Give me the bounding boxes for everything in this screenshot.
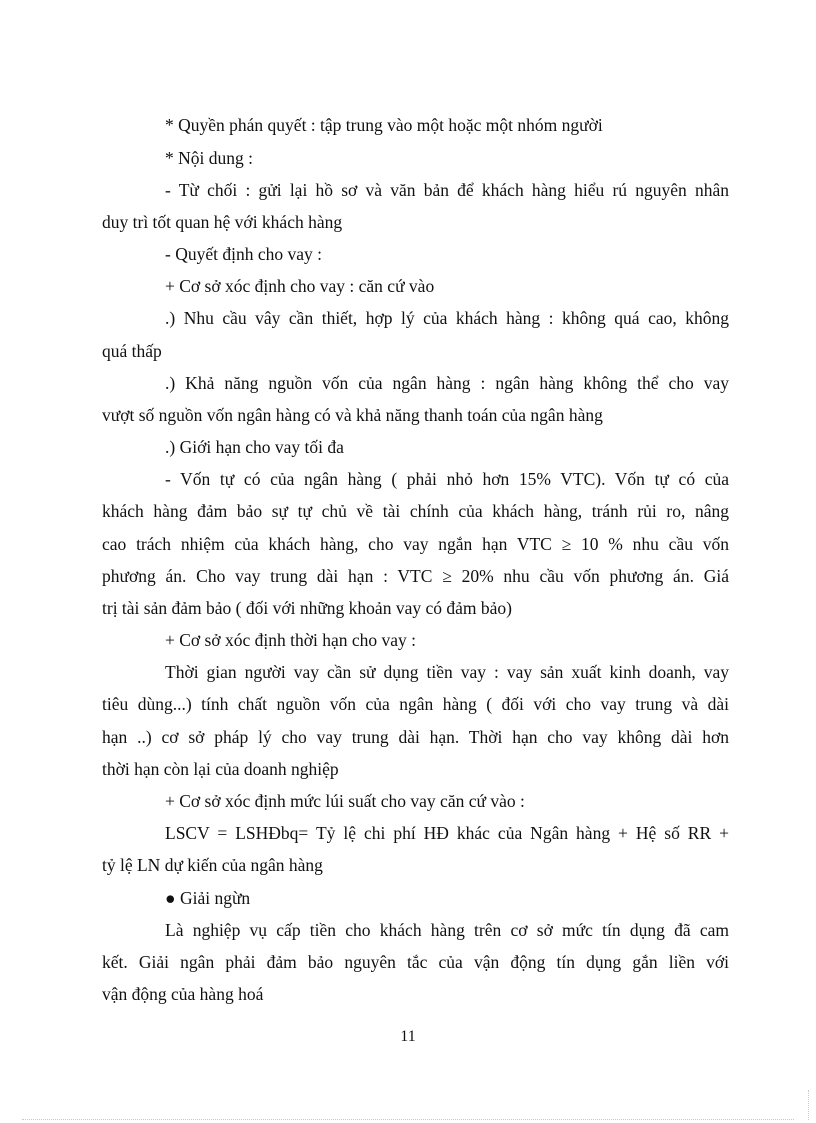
text-line: * Quyền phán quyết : tập trung vào một hoặc một nhóm người	[165, 115, 603, 135]
text-line: tỷ lệ LN dự kiến của ngân hàng	[102, 855, 323, 875]
text-line: tiêu dùng...) tính chất nguồn vốn của ngân hàng ( đối với cho vay trung và dài	[102, 694, 729, 714]
text-line: - Quyết định cho vay :	[165, 244, 322, 264]
text-line: - Từ chối : gửi lại hồ sơ và văn bản để khách hàng hiểu rú nguyên nhân	[165, 180, 729, 200]
text-line: quá thấp	[102, 341, 162, 361]
text-line: - Vốn tự có của ngân hàng ( phải nhỏ hơn 15% VTC). Vốn tự có của	[165, 469, 729, 489]
text-line: .) Nhu cầu vây cần thiết, hợp lý của khách hàng : không quá cao, không	[165, 308, 729, 328]
text-line: duy trì tốt quan hệ với khách hàng	[102, 212, 343, 232]
text-line: + Cơ sở xóc định mức lúi suất cho vay căn cứ vào :	[165, 791, 525, 811]
text-line: phương án. Cho vay trung dài hạn : VTC ≥ 20% nhu cầu vốn phương án. Giá	[102, 566, 729, 586]
text-line: vận động của hàng hoá	[102, 984, 264, 1004]
text-line: LSCV = LSHĐbq= Tỷ lệ chi phí HĐ khác của Ngân hàng + Hệ số RR +	[165, 823, 729, 843]
text-line: kết. Giải ngân phải đảm bảo nguyên tắc của vận động tín dụng gắn liền với	[102, 952, 729, 972]
text-line: thời hạn còn lại của doanh nghiệp	[102, 759, 339, 779]
text-line: .) Giới hạn cho vay tối đa	[165, 437, 344, 457]
page-border-bottom	[22, 1119, 794, 1120]
text-line: cao trách nhiệm của khách hàng, cho vay ngắn hạn VTC ≥ 10 % nhu cầu vốn	[102, 534, 729, 554]
text-line: + Cơ sở xóc định thời hạn cho vay :	[165, 630, 417, 650]
text-line: + Cơ sở xóc định cho vay : căn cứ vào	[165, 276, 435, 296]
text-line: Là nghiệp vụ cấp tiền cho khách hàng trên cơ sở mức tín dụng đã cam	[165, 920, 729, 940]
text-line: Thời gian người vay cần sử dụng tiền vay : vay sản xuất kinh doanh, vay	[165, 662, 729, 682]
text-line: trị tài sản đảm bảo ( đối với những khoản vay có đảm bảo)	[102, 598, 512, 618]
text-line: hạn ..) cơ sở pháp lý cho vay trung dài hạn. Thời hạn cho vay không dài hơn	[102, 727, 729, 747]
page-number: 11	[400, 1028, 416, 1045]
text-line: * Nội dung :	[165, 148, 253, 168]
page-border-right	[808, 1090, 809, 1120]
text-line: .) Khả năng nguồn vốn của ngân hàng : ngân hàng không thể cho vay	[165, 373, 729, 393]
text-line: khách hàng đảm bảo sự tự chủ về tài chính của khách hàng, tránh rủi ro, nâng	[102, 501, 729, 521]
text-line: vượt số nguồn vốn ngân hàng có và khả năng thanh toán của ngân hàng	[102, 405, 603, 425]
text-line: ● Giải ngừn	[165, 888, 251, 908]
